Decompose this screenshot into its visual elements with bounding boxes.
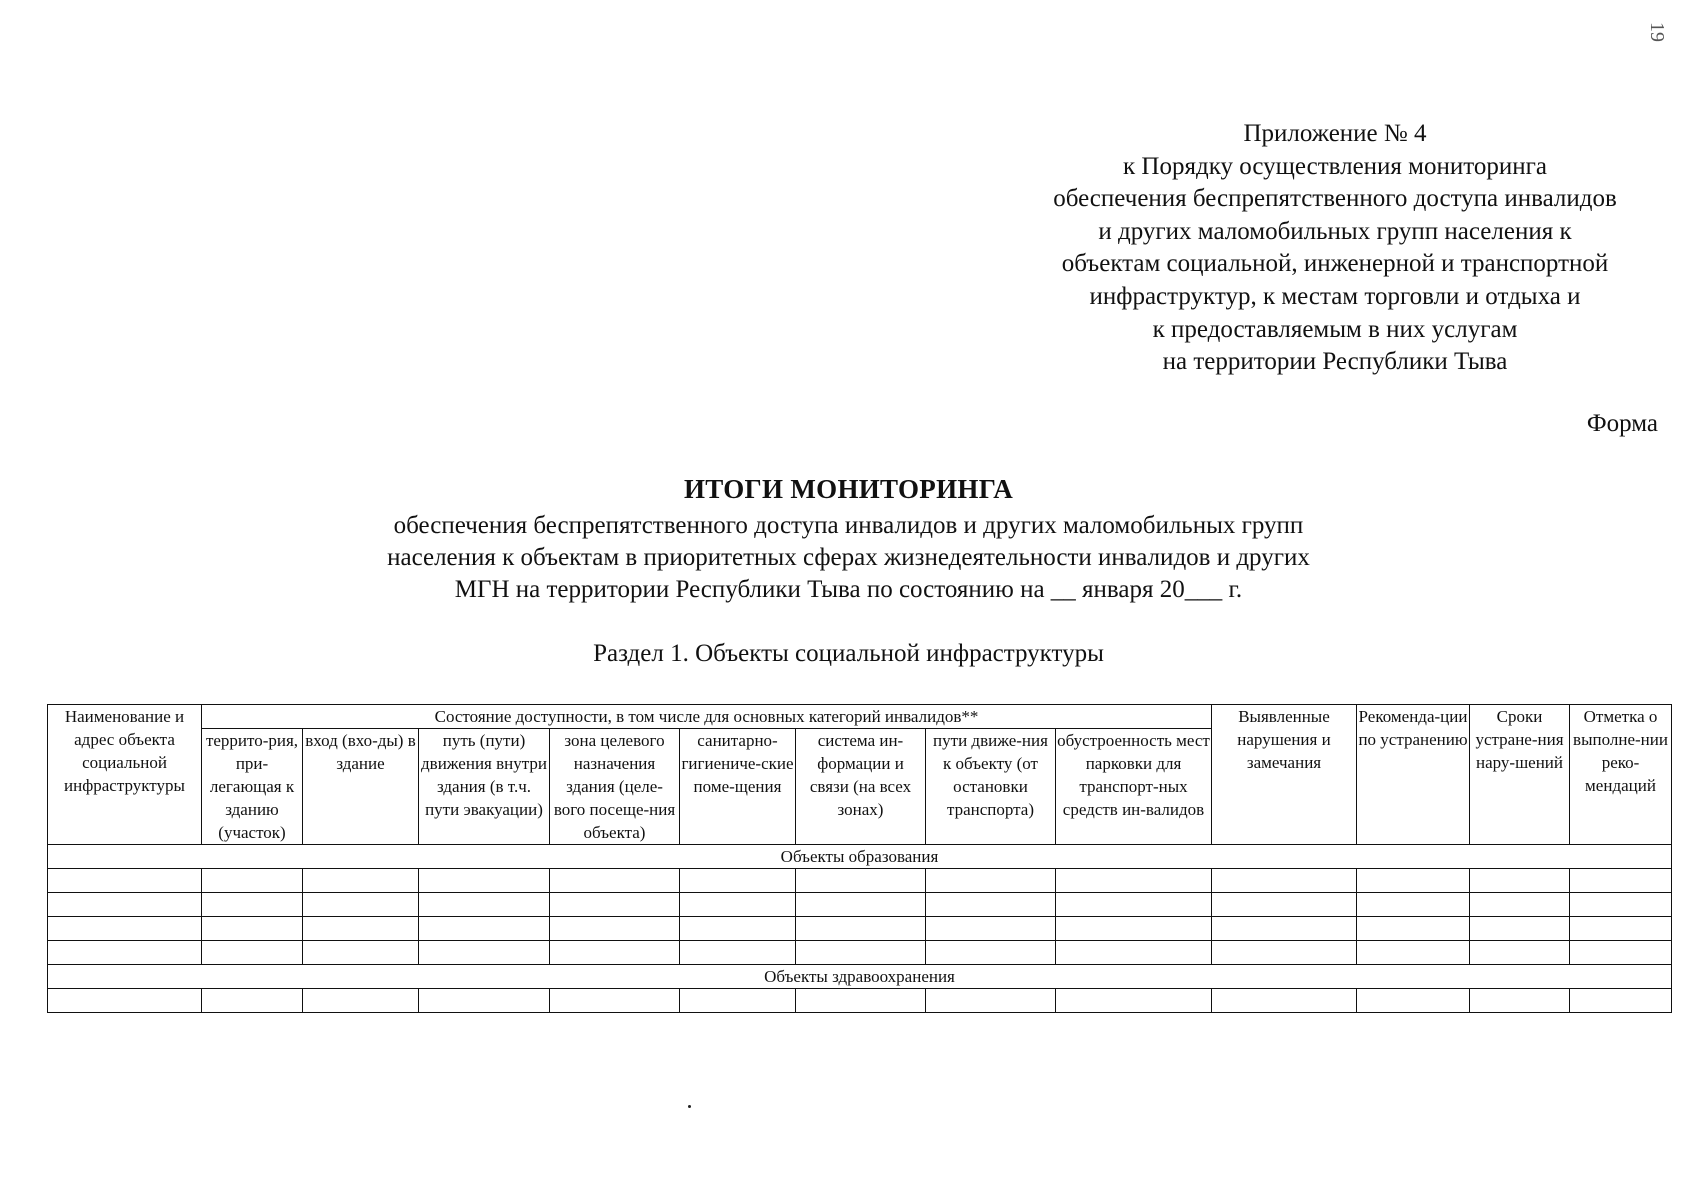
header-violations: Выявленные нарушения и замечания xyxy=(1212,705,1357,845)
table-cell[interactable] xyxy=(202,869,303,893)
page-number-mark: 19 xyxy=(1646,22,1668,42)
table-cell[interactable] xyxy=(1212,869,1357,893)
header-completion-mark: Отметка о выполне-нии реко-мендаций xyxy=(1570,705,1672,845)
document-title: ИТОГИ МОНИТОРИНГА xyxy=(683,474,1014,504)
table-cell[interactable] xyxy=(1357,989,1470,1013)
header-parking: обустроенность мест парковки для транспорт-ных средств ин-валидов xyxy=(1056,729,1212,845)
table-cell[interactable] xyxy=(202,941,303,965)
table-cell[interactable] xyxy=(303,869,419,893)
table-cell[interactable] xyxy=(1056,917,1212,941)
appendix-line: на территории Республики Тыва xyxy=(1162,348,1508,376)
header-internal-path: путь (пути) движения внутри здания (в т.ч. пути эвакуации) xyxy=(419,729,550,845)
table-cell[interactable] xyxy=(1570,893,1672,917)
group-label-health: Объекты здравоохранения xyxy=(48,965,1672,989)
appendix-line: Приложение № 4 xyxy=(1243,120,1427,147)
group-row-health xyxy=(48,965,1672,989)
table-cell[interactable] xyxy=(680,989,796,1013)
appendix-line: и других маломобильных групп населения к xyxy=(1098,217,1572,245)
table-cell[interactable] xyxy=(1056,941,1212,965)
header-deadlines: Сроки устране-ния нару-шений xyxy=(1470,705,1570,845)
form-label: Форма xyxy=(1586,410,1658,437)
table-row xyxy=(48,869,1672,893)
table-cell[interactable] xyxy=(419,869,550,893)
table-cell[interactable] xyxy=(550,869,680,893)
table-cell[interactable] xyxy=(303,941,419,965)
table-cell[interactable] xyxy=(1357,893,1470,917)
table-cell[interactable] xyxy=(550,917,680,941)
table-cell[interactable] xyxy=(419,941,550,965)
table-cell[interactable] xyxy=(1357,917,1470,941)
monitoring-table-wrap xyxy=(47,704,1671,1013)
appendix-line: к Порядку осуществления мониторинга xyxy=(1123,152,1547,180)
table-cell[interactable] xyxy=(48,941,202,965)
table-cell[interactable] xyxy=(1470,869,1570,893)
table-cell[interactable] xyxy=(1470,941,1570,965)
table-cell[interactable] xyxy=(303,893,419,917)
table-cell[interactable] xyxy=(680,941,796,965)
table-cell[interactable] xyxy=(1570,917,1672,941)
table-cell[interactable] xyxy=(48,893,202,917)
header-info-system: система ин-формации и связи (на всех зонах) xyxy=(796,729,926,845)
table-cell[interactable] xyxy=(550,941,680,965)
table-row xyxy=(48,941,1672,965)
header-target-zone: зона целевого назначения здания (целе-вого посеще-ния объекта) xyxy=(550,729,680,845)
header-approach-paths: пути движе-ния к объекту (от остановки транспорта) xyxy=(926,729,1056,845)
section-title: Раздел 1. Объекты социальной инфраструктуры xyxy=(593,640,1104,667)
table-cell[interactable] xyxy=(1570,941,1672,965)
table-cell[interactable] xyxy=(48,989,202,1013)
header-territory: террито-рия, при-легающая к зданию (участок) xyxy=(202,729,303,845)
header-object-name: Наименование и адрес объекта социальной инфраструктуры xyxy=(48,705,202,845)
table-row xyxy=(48,893,1672,917)
table-cell[interactable] xyxy=(419,989,550,1013)
header-recommendations: Рекоменда-ции по устранению xyxy=(1357,705,1470,845)
table-cell[interactable] xyxy=(1212,917,1357,941)
appendix-line: инфраструктур, к местам торговли и отдыха и xyxy=(1089,282,1581,310)
table-cell[interactable] xyxy=(1056,869,1212,893)
appendix-header xyxy=(1000,118,1670,379)
table-cell[interactable] xyxy=(303,917,419,941)
document-subtitle xyxy=(0,510,1697,606)
group-row-education xyxy=(48,845,1672,869)
table-cell[interactable] xyxy=(680,893,796,917)
table-cell[interactable] xyxy=(796,917,926,941)
table-row xyxy=(48,989,1672,1013)
header-accessibility-status: Состояние доступности, в том числе для основных категорий инвалидов** xyxy=(202,705,1212,729)
table-cell[interactable] xyxy=(796,869,926,893)
header-sanitary-rooms: санитарно-гигиениче-ские поме-щения xyxy=(680,729,796,845)
table-cell[interactable] xyxy=(1357,869,1470,893)
table-cell[interactable] xyxy=(48,869,202,893)
table-cell[interactable] xyxy=(926,869,1056,893)
subtitle-line: населения к объектам в приоритетных сферах жизнедеятельности инвалидов и других xyxy=(387,544,1310,571)
table-cell[interactable] xyxy=(1056,989,1212,1013)
table-cell[interactable] xyxy=(1470,917,1570,941)
table-cell[interactable] xyxy=(1212,941,1357,965)
table-cell[interactable] xyxy=(1470,989,1570,1013)
appendix-line: к предоставляемым в них услугам xyxy=(1152,315,1518,343)
table-cell[interactable] xyxy=(419,917,550,941)
table-cell[interactable] xyxy=(303,989,419,1013)
header-entrance: вход (вхо-ды) в здание xyxy=(303,729,419,845)
table-cell[interactable] xyxy=(550,893,680,917)
table-cell[interactable] xyxy=(1056,893,1212,917)
table-cell[interactable] xyxy=(926,989,1056,1013)
table-cell[interactable] xyxy=(926,941,1056,965)
subtitle-line: МГН на территории Республики Тыва по состоянию на __ января 20___ г. xyxy=(454,576,1243,603)
appendix-line: обеспечения беспрепятственного доступа инвалидов xyxy=(1053,185,1617,213)
table-cell[interactable] xyxy=(1470,893,1570,917)
table-cell[interactable] xyxy=(796,989,926,1013)
table-cell[interactable] xyxy=(202,989,303,1013)
table-cell[interactable] xyxy=(202,917,303,941)
table-cell[interactable] xyxy=(1570,869,1672,893)
table-cell[interactable] xyxy=(1212,989,1357,1013)
table-cell[interactable] xyxy=(796,893,926,917)
header-row-main xyxy=(48,705,1672,729)
table-cell[interactable] xyxy=(419,893,550,917)
table-cell[interactable] xyxy=(202,893,303,917)
monitoring-table xyxy=(47,704,1672,1013)
group-label-education: Объекты образования xyxy=(48,845,1672,869)
table-cell[interactable] xyxy=(1212,893,1357,917)
table-cell[interactable] xyxy=(680,917,796,941)
table-row xyxy=(48,917,1672,941)
table-cell[interactable] xyxy=(680,869,796,893)
table-cell[interactable] xyxy=(926,893,1056,917)
table-cell[interactable] xyxy=(550,989,680,1013)
appendix-line: объектам социальной, инженерной и транспортной xyxy=(1061,250,1609,278)
table-cell[interactable] xyxy=(1357,941,1470,965)
table-cell[interactable] xyxy=(48,917,202,941)
table-cell[interactable] xyxy=(796,941,926,965)
subtitle-line: обеспечения беспрепятственного доступа инвалидов и других маломобильных групп xyxy=(393,512,1304,539)
table-cell[interactable] xyxy=(1570,989,1672,1013)
scan-dot xyxy=(688,1105,691,1108)
table-cell[interactable] xyxy=(926,917,1056,941)
